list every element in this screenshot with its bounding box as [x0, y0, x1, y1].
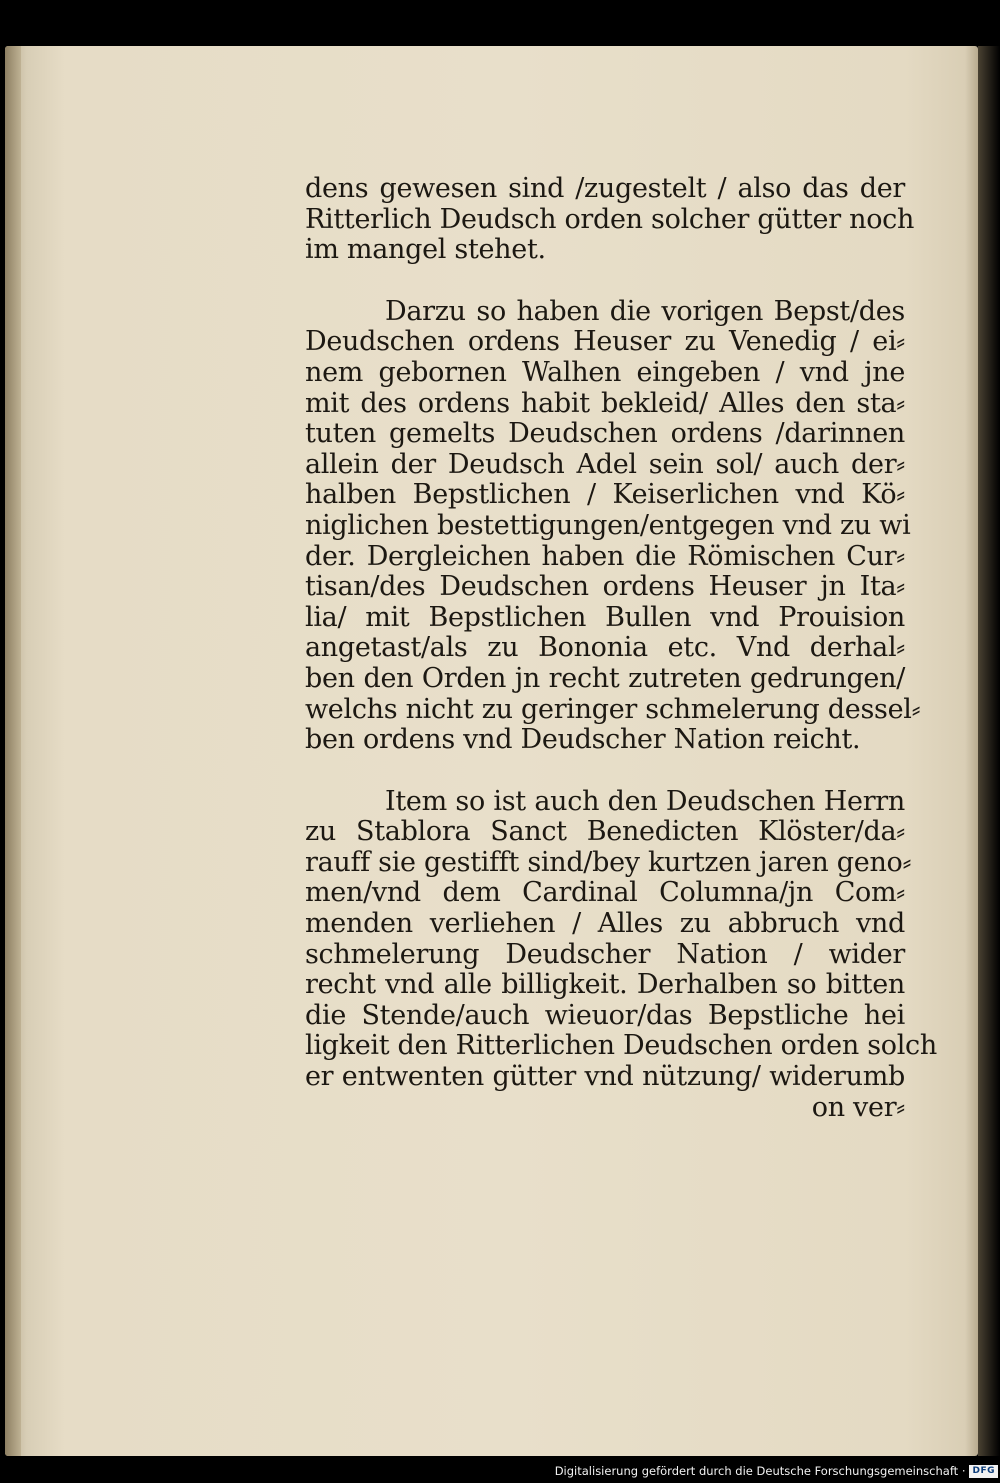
text-line: die Stende/auch wieuor/das Bepstliche hei	[305, 999, 905, 1031]
text-line: Ritterlich Deudsch orden solcher gütter noch	[305, 203, 915, 235]
text-line: ligkeit den Ritterlichen Deudschen orden solch	[305, 1030, 937, 1062]
paragraph-1	[305, 173, 915, 266]
paragraph-gap	[305, 756, 905, 787]
paragraph-gap	[305, 266, 905, 297]
text-line: schmelerung Deudscher Nation / wider	[305, 938, 905, 970]
text-line: niglichen bestettigungen/entgegen vnd zu wi	[305, 509, 911, 541]
text-line: men/vnd dem Cardinal Columna/jn Com⸗	[305, 877, 905, 909]
text-line: tuten gemelts Deudschen ordens /darinnen	[305, 418, 905, 450]
text-line: er entwenten gütter vnd nützung/ widerumb	[305, 1061, 905, 1093]
text-line: tisan/des Deudschen ordens Heuser jn Ita⸗	[305, 571, 905, 603]
text-line: Item so ist auch den Deudschen Herrn	[385, 785, 905, 817]
page-text	[305, 173, 937, 1123]
text-line: ben den Orden jn recht zutreten gedrungen/	[305, 662, 905, 694]
text-line: der. Dergleichen haben die Römischen Cur⸗	[305, 540, 905, 572]
text-line: ben ordens vnd Deudscher Nation reicht.	[305, 724, 861, 756]
page-edge-shadow	[978, 46, 1000, 1456]
text-line: menden verliehen / Alles zu abbruch vnd	[305, 908, 905, 940]
text-line: welchs nicht zu geringer schmelerung dessel⸗	[305, 693, 921, 725]
text-line: halben Bepstlichen / Keiserlichen vnd Kö⸗	[305, 479, 905, 511]
book-page	[5, 46, 978, 1456]
text-line: nem gebornen Walhen eingeben / vnd jne	[305, 356, 905, 388]
footer-credit	[555, 1463, 998, 1479]
text-line: zu Stablora Sanct Benedicten Klöster/da⸗	[305, 816, 905, 848]
text-line: Darzu so haben die vorigen Bepst/des	[385, 295, 905, 327]
paragraph-3	[305, 785, 937, 1093]
text-line: dens gewesen sind /zugestelt / also das der	[305, 173, 905, 204]
text-line: lia/ mit Bepstlichen Bullen vnd Prouision	[305, 601, 905, 633]
text-line: Deudschen ordens Heuser zu Venedig / ei⸗	[305, 326, 905, 358]
credit-text: Digitalisierung gefördert durch die Deutsche Forschungsgemeinschaft ·	[554, 1464, 966, 1478]
text-line: allein der Deudsch Adel sein sol/ auch der⸗	[305, 448, 905, 480]
paragraph-2	[305, 295, 921, 756]
catchword: on ver⸗	[811, 1091, 905, 1123]
text-line: recht vnd alle billigkeit. Derhalben so bitten	[305, 969, 905, 1001]
text-line: rauff sie gestifft sind/bey kurtzen jaren geno⸗	[305, 846, 912, 878]
dfg-logo[interactable]: DFG	[969, 1465, 998, 1478]
text-line: mit des ordens habit bekleid/ Alles den sta⸗	[305, 387, 905, 419]
text-line: im mangel stehet.	[305, 234, 546, 266]
text-line: angetast/als zu Bononia etc. Vnd derhal⸗	[305, 632, 905, 664]
